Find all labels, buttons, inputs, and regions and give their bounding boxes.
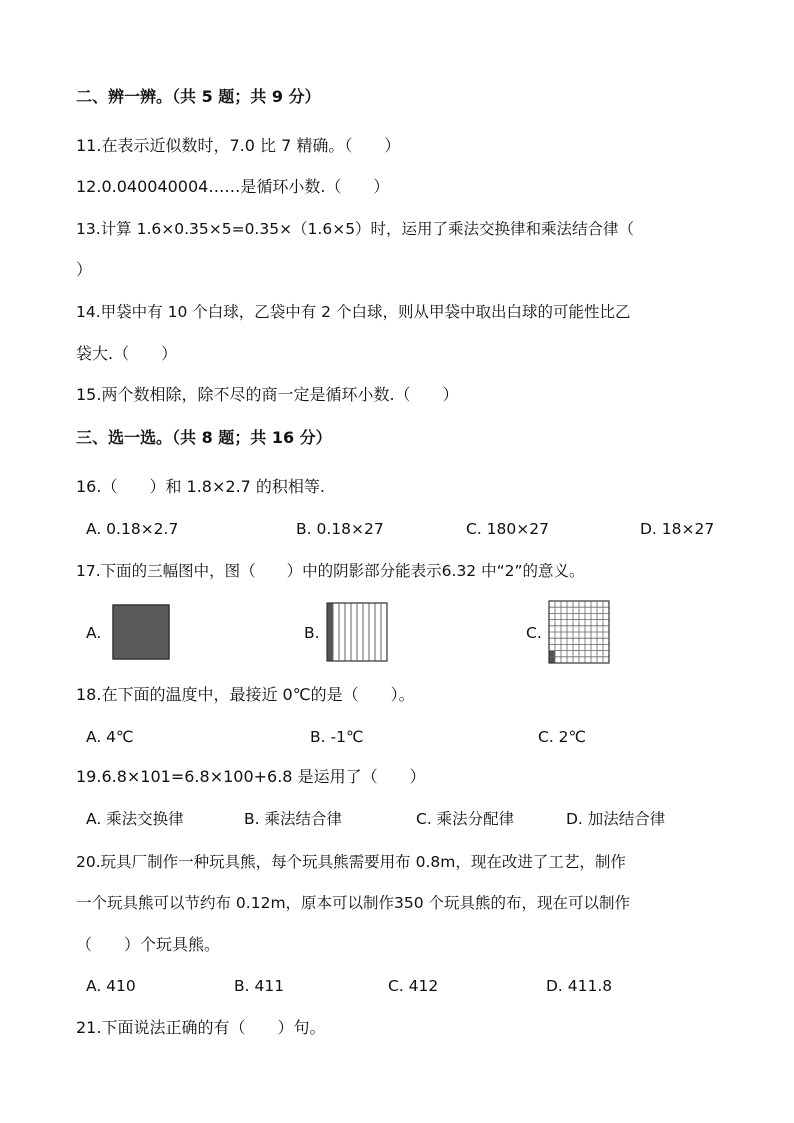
q16-option-b: B. 0.18×27 xyxy=(296,520,384,538)
question-21: 21.下面说法正确的有（ ）句。 xyxy=(76,1018,326,1037)
q19-option-c: C. 乘法分配律 xyxy=(416,810,515,828)
shaded-strip xyxy=(327,603,333,661)
q19-option-b: B. 乘法结合律 xyxy=(244,810,342,828)
question-15: 15.两个数相除，除不尽的商一定是循环小数.（ ） xyxy=(76,385,459,404)
section-2-heading: 二、辨一辨。（共 5 题；共 9 分） xyxy=(76,87,321,106)
question-13-line-1: 13.计算 1.6×0.35×5=0.35×（1.6×5）时，运用了乘法交换律和乘法结合律（ xyxy=(76,220,635,238)
q17-label-b: B. xyxy=(304,624,320,642)
q20-option-b: B. 411 xyxy=(234,977,285,995)
q16-option-d: D. 18×27 xyxy=(640,520,715,538)
question-20-line-2: 一个玩具熊可以节约布 0.12m，原本可以制作350 个玩具熊的布，现在可以制作 xyxy=(76,894,631,912)
question-14-line-2: 袋大.（ ） xyxy=(76,344,178,363)
q17-label-c: C. xyxy=(526,624,542,642)
question-11: 11.在表示近似数时，7.0 比 7 精确。（ ） xyxy=(76,136,401,155)
q18-option-b: B. -1℃ xyxy=(310,728,364,746)
question-13-line-2: ） xyxy=(76,260,93,279)
q16-option-c: C. 180×27 xyxy=(466,520,549,538)
q17-figure-c-hundredths-grid xyxy=(548,600,610,664)
question-14-line-1: 14.甲袋中有 10 个白球，乙袋中有 2 个白球，则从甲袋中取出白球的可能性比乙 xyxy=(76,303,631,321)
q17-figure-a-fully-shaded-square xyxy=(112,604,170,660)
q16-option-a: A. 0.18×2.7 xyxy=(86,520,179,538)
q19-option-a: A. 乘法交换律 xyxy=(86,810,184,828)
question-17: 17.下面的三幅图中，图（ ）中的阴影部分能表示6.32 中“2”的意义。 xyxy=(76,562,585,580)
q17-figure-b-tenths-strips xyxy=(326,602,388,662)
q20-option-c: C. 412 xyxy=(388,977,439,995)
q18-option-a: A. 4℃ xyxy=(86,728,134,746)
section-3-heading: 三、选一选。（共 8 题；共 16 分） xyxy=(76,428,332,447)
question-19: 19.6.8×101=6.8×100+6.8 是运用了（ ） xyxy=(76,767,426,786)
q18-option-c: C. 2℃ xyxy=(538,728,586,746)
q20-option-a: A. 410 xyxy=(86,977,136,995)
q17-label-a: A. xyxy=(86,624,102,642)
question-16: 16.（ ）和 1.8×2.7 的积相等. xyxy=(76,477,326,496)
question-18: 18.在下面的温度中，最接近 0℃的是（ ）。 xyxy=(76,685,415,704)
question-12: 12.0.040040004……是循环小数.（ ） xyxy=(76,177,390,196)
question-20-line-3: （ ）个玩具熊。 xyxy=(76,935,221,954)
question-20-line-1: 20.玩具厂制作一种玩具熊，每个玩具熊需要用布 0.8m，现在改进了工艺，制作 xyxy=(76,853,626,871)
q19-option-d: D. 加法结合律 xyxy=(566,810,666,828)
q20-option-d: D. 411.8 xyxy=(546,977,613,995)
